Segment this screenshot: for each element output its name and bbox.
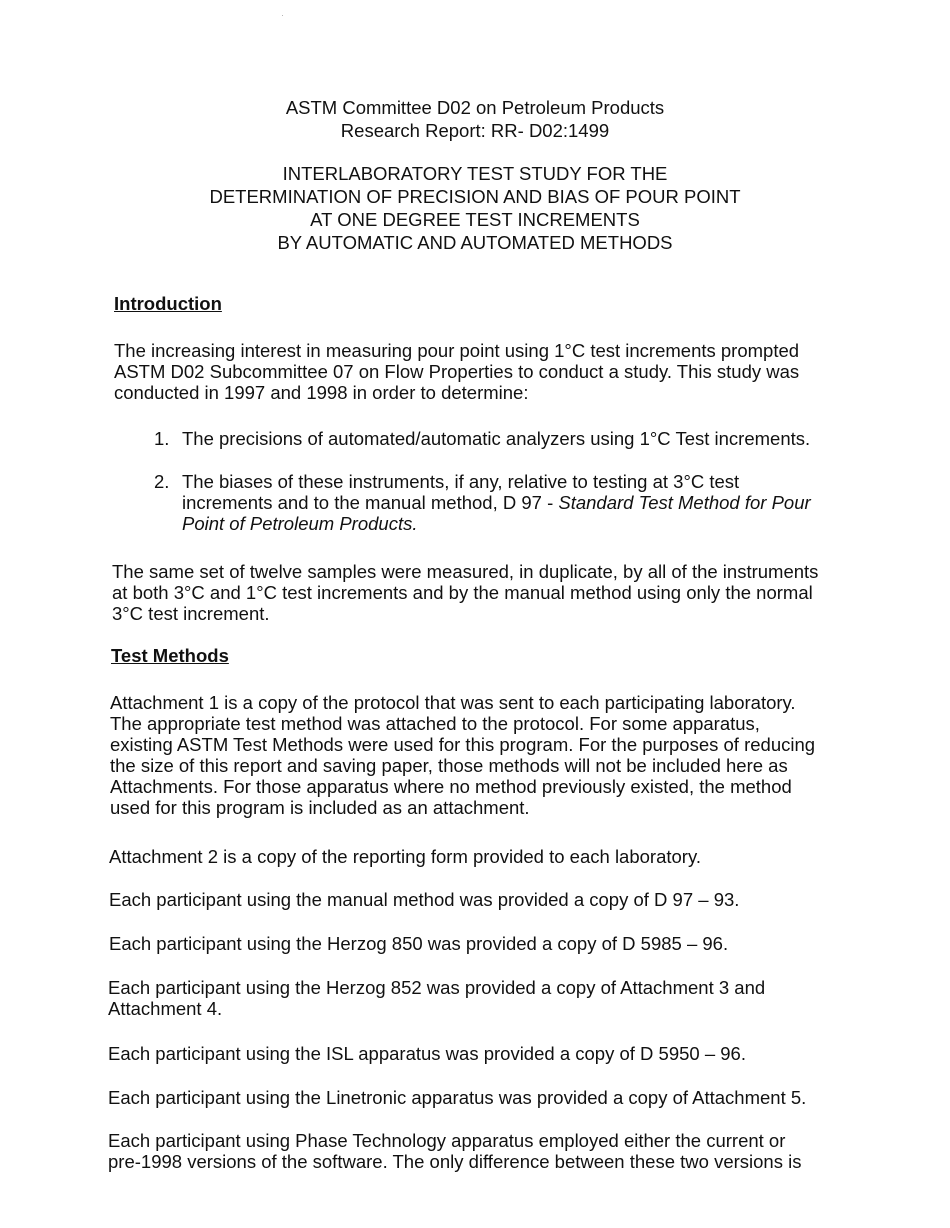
text-line: the size of this report and saving paper, those methods will not be included here as [110,755,788,776]
text-line: The appropriate test method was attached to the protocol. For some apparatus, [110,713,760,734]
document-title [0,162,950,254]
title-line: AT ONE DEGREE TEST INCREMENTS [310,209,640,230]
text-line: pre-1998 versions of the software. The only difference between these two versions is [108,1151,802,1172]
text-line: used for this program is included as an attachment. [110,797,530,818]
text-line: Attachment 1 is a copy of the protocol that was sent to each participating laboratory. [110,692,796,713]
text-line: The biases of these instruments, if any, relative to testing at 3°C test [182,471,740,492]
text-line: 3°C test increment. [112,603,270,624]
text-segment: increments and to the manual method, D 97 - [182,492,559,513]
text-line: conducted in 1997 and 1998 in order to determine: [114,382,529,403]
text-line: Each participant using the ISL apparatus was provided a copy of D 5950 – 96. [108,1043,746,1064]
test-methods-paragraph [109,846,849,867]
test-methods-paragraph [108,1130,848,1172]
text-line: Each participant using the manual method was provided a copy of D 97 – 93. [109,889,740,910]
text-line: Each participant using the Herzog 852 was provided a copy of Attachment 3 and [108,977,766,998]
text-line: ASTM D02 Subcommittee 07 on Flow Properties to conduct a study. This study was [114,361,800,382]
text-line: Attachment 4. [108,998,223,1019]
text-line: The same set of twelve samples were measured, in duplicate, by all of the instruments [112,561,819,582]
text-line: Attachment 2 is a copy of the reporting form provided to each laboratory. [109,846,701,867]
test-methods-paragraph [108,1043,848,1064]
test-methods-heading: Test Methods [111,645,229,666]
introduction-paragraph [114,340,854,403]
report-header [0,96,950,142]
list-number: 2. [154,471,170,492]
standard-title-italic: Point of Petroleum Products. [182,513,418,534]
test-methods-paragraph [108,977,848,1019]
text-line: Each participant using Phase Technology apparatus employed either the current or [108,1130,786,1151]
report-number-line: Research Report: RR- D02:1499 [340,120,610,141]
test-methods-paragraph [108,1087,848,1108]
list-number: 1. [154,428,170,449]
scan-speck: · [281,10,284,20]
text-line: Each participant using the Herzog 850 was provided a copy of D 5985 – 96. [109,933,729,954]
title-line: INTERLABORATORY TEST STUDY FOR THE [282,163,668,184]
list-text [182,428,842,449]
title-line: BY AUTOMATIC AND AUTOMATED METHODS [277,232,673,253]
text-line: at both 3°C and 1°C test increments and by the manual method using only the normal [112,582,813,603]
committee-line: ASTM Committee D02 on Petroleum Products [285,97,665,118]
introduction-paragraph [112,561,852,624]
test-methods-paragraph [110,692,850,818]
text-line [182,513,842,534]
standard-title-italic: Standard Test Method for Pour [558,492,811,513]
introduction-heading: Introduction [114,293,222,314]
text-line: The precisions of automated/automatic analyzers using 1°C Test increments. [182,428,811,449]
title-line: DETERMINATION OF PRECISION AND BIAS OF POUR POINT [209,186,741,207]
list-text [182,471,842,534]
test-methods-paragraph [109,889,849,910]
text-line: existing ASTM Test Methods were used for this program. For the purposes of reducing [110,734,816,755]
text-line: The increasing interest in measuring pour point using 1°C test increments prompted [114,340,800,361]
test-methods-paragraph [109,933,849,954]
text-line [182,492,842,513]
text-line: Each participant using the Linetronic apparatus was provided a copy of Attachment 5. [108,1087,807,1108]
text-line: Attachments. For those apparatus where no method previously existed, the method [110,776,792,797]
